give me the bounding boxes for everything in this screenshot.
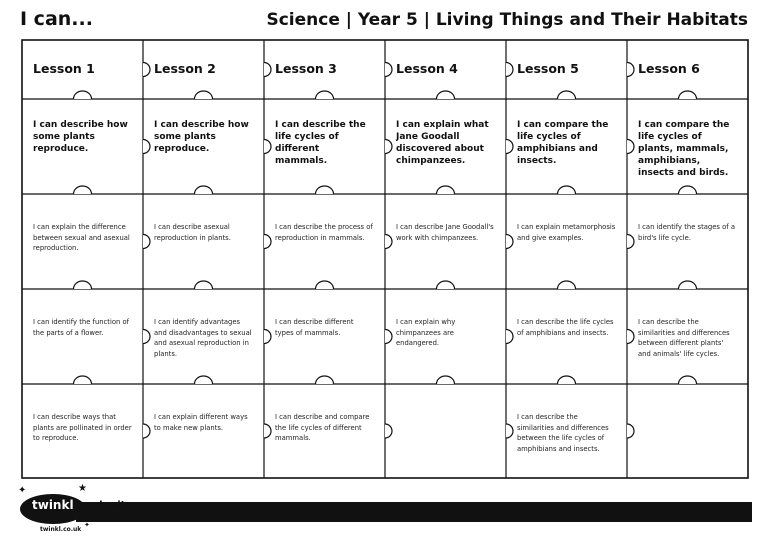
puzzle-tab <box>385 63 392 77</box>
lesson-objective: I can identify the function of the parts of a flower. <box>33 318 130 337</box>
puzzle-tab <box>437 376 455 384</box>
lesson-objective: I can identify advantages and disadvantages to sexual and asexual reproduction in plants. <box>154 318 252 358</box>
puzzle-tab <box>264 424 271 438</box>
planit-name: plan <box>92 500 117 511</box>
lesson-focus-3: I can describe the life cycles of different mammals. <box>275 120 366 166</box>
puzzle-tab <box>143 63 150 77</box>
lesson-objective: I can describe Jane Goodall's work with chimpanzees. <box>396 223 494 242</box>
puzzle-tab <box>627 424 634 438</box>
lesson-objective: I can describe and compare the life cycles of different mammals. <box>275 413 370 442</box>
puzzle-tab <box>679 91 697 99</box>
star-icon: ★ <box>78 483 87 494</box>
lesson-objective: I can describe the process of reproduction in mammals. <box>275 223 373 242</box>
puzzle-tab <box>264 140 271 154</box>
page-title-right: Science | Year 5 | Living Things and Their Habitats <box>266 10 748 30</box>
lesson-focus-6: I can compare the life cycles of plants, mammals, amphibians, insects and birds. <box>638 120 730 178</box>
lesson-focus-5: I can compare the life cycles of amphibians and insects. <box>517 120 609 166</box>
puzzle-tab <box>195 91 213 99</box>
page-title-left: I can... <box>20 8 93 30</box>
planit-label <box>92 500 125 511</box>
puzzle-tab <box>627 63 634 77</box>
lesson-objective: I can describe the life cycles of amphibians and insects. <box>517 318 614 337</box>
star-icon: ✦ <box>18 485 27 496</box>
lesson-objective: I can explain the difference between sexual and asexual reproduction. <box>33 223 130 252</box>
puzzle-tab <box>437 91 455 99</box>
lesson-header-6: Lesson 6 <box>638 61 700 76</box>
lesson-focus-4: I can explain what Jane Goodall discovered about chimpanzees. <box>396 120 489 166</box>
puzzle-tab <box>385 235 392 249</box>
lesson-header-3: Lesson 3 <box>275 61 337 76</box>
puzzle-tab <box>385 330 392 344</box>
footer-bar <box>76 502 752 522</box>
puzzle-tab <box>74 281 92 289</box>
puzzle-tab <box>437 281 455 289</box>
puzzle-tab <box>506 63 513 77</box>
puzzle-tab <box>195 186 213 194</box>
puzzle-tab <box>679 281 697 289</box>
lesson-objective: I can describe the similarities and differences between different plants' and animals' life cycles. <box>638 318 730 358</box>
twinkl-logo <box>18 484 138 540</box>
puzzle-tab <box>143 330 150 344</box>
lesson-header-1: Lesson 1 <box>33 61 95 76</box>
puzzle-tab <box>74 186 92 194</box>
lesson-objective: I can describe the similarities and differences between the life cycles of amphibians and insects. <box>517 413 609 453</box>
puzzle-tab <box>143 235 150 249</box>
puzzle-tab <box>558 186 576 194</box>
lesson-focus-1: I can describe how some plants reproduce. <box>33 120 128 154</box>
puzzle-tab <box>316 91 334 99</box>
puzzle-tab <box>506 330 513 344</box>
lesson-objective: I can explain metamorphosis and give examples. <box>517 223 616 242</box>
puzzle-tab <box>74 91 92 99</box>
puzzle-tab <box>506 235 513 249</box>
puzzle-tab <box>558 91 576 99</box>
puzzle-tab <box>195 281 213 289</box>
star-icon: ✦ <box>84 521 90 529</box>
puzzle-tab <box>316 186 334 194</box>
puzzle-tab <box>264 235 271 249</box>
lesson-objective: I can describe asexual reproduction in plants. <box>154 223 231 242</box>
puzzle-tab <box>506 424 513 438</box>
puzzle-tab <box>264 63 271 77</box>
lesson-header-4: Lesson 4 <box>396 61 458 76</box>
puzzle-tab <box>627 140 634 154</box>
lesson-header-2: Lesson 2 <box>154 61 216 76</box>
puzzle-tab <box>437 186 455 194</box>
website-url: twinkl.co.uk <box>40 526 82 533</box>
puzzle-tab <box>679 186 697 194</box>
lesson-objective: I can explain different ways to make new plants. <box>154 413 248 432</box>
planit-suffix: it <box>116 500 125 511</box>
puzzle-tab <box>264 330 271 344</box>
lesson-objective: I can explain why chimpanzees are endangered. <box>396 318 456 347</box>
puzzle-tab <box>74 376 92 384</box>
puzzle-tab <box>558 376 576 384</box>
logo-text: twinkl <box>32 498 74 512</box>
puzzle-tab <box>558 281 576 289</box>
lesson-header-5: Lesson 5 <box>517 61 579 76</box>
puzzle-tab <box>195 376 213 384</box>
puzzle-tab <box>627 330 634 344</box>
puzzle-tab <box>143 424 150 438</box>
puzzle-tab <box>143 140 150 154</box>
puzzle-tab <box>679 376 697 384</box>
lesson-objective: I can identify the stages of a bird's life cycle. <box>638 223 735 242</box>
puzzle-tab <box>316 376 334 384</box>
lesson-objective: I can describe different types of mammals. <box>275 318 354 337</box>
lesson-focus-2: I can describe how some plants reproduce. <box>154 120 249 154</box>
lesson-objective: I can describe ways that plants are pollinated in order to reproduce. <box>33 413 132 442</box>
puzzle-tab <box>316 281 334 289</box>
puzzle-tab <box>385 424 392 438</box>
puzzle-tab <box>506 140 513 154</box>
puzzle-tab <box>627 235 634 249</box>
puzzle-tab <box>385 140 392 154</box>
